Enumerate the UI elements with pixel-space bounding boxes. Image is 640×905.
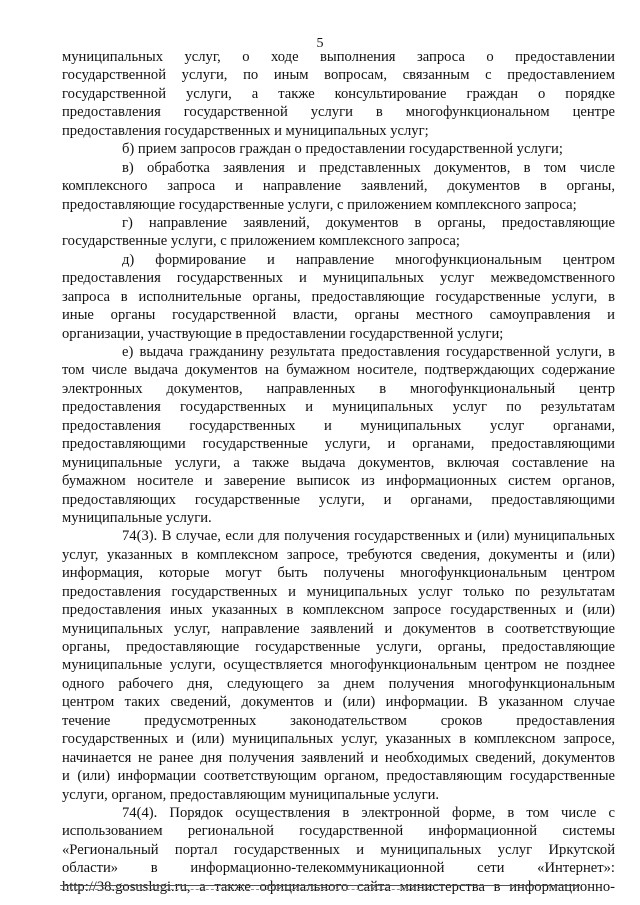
- text-line: д) формирование и направление многофункциональным центром: [122, 251, 615, 268]
- text-line: предоставления государственных и муниципальных услуг;: [62, 122, 429, 139]
- text-line: центром таких сведений, документов и (или) информации. В указанном случае: [62, 694, 615, 711]
- text-line: 74(4). Порядок осуществления в электронной форме, в том числе с: [122, 804, 615, 821]
- text-line: б) прием запросов граждан о предоставлении государственной услуги;: [122, 141, 563, 158]
- text-line: запроса в исполнительные органы, предоставляющие государственные услуги, в: [62, 288, 615, 305]
- text-line: е) выдача гражданину результата предоставления государственной услуги, в: [122, 344, 615, 360]
- text-line: иные органы государственной власти, органы местного самоуправления и: [62, 307, 615, 324]
- text-line: муниципальных услуг, о ходе выполнения запроса о предоставлении: [62, 49, 615, 65]
- text-line: электронных документов, направленных в многофункциональный центр: [62, 380, 615, 397]
- page-number: 5: [316, 36, 324, 51]
- text-line: и (или) информации соответствующим органом, предоставляющим государственные: [62, 768, 615, 785]
- text-line: органы, предоставляющие государственные услуги, органы, предоставляющие: [62, 639, 615, 655]
- text-line: в) обработка заявления и представленных документов, в том числе: [122, 159, 615, 176]
- text-line: государственные услуги, с приложением комплексного запроса;: [62, 233, 460, 250]
- page-bottom-rule: [60, 885, 580, 886]
- text-line: бумажном носителе и заверение выписок из информационных систем органов,: [62, 473, 615, 490]
- text-line: начинается не ранее дня получения заявлений и необходимых сведений, документов: [62, 749, 615, 766]
- text-line: использованием региональной государственной информационной системы: [62, 823, 615, 840]
- text-line: области» в информационно-телекоммуникационной сети «Интернет»:: [62, 860, 615, 877]
- text-line: муниципальные услуги.: [62, 509, 212, 526]
- text-line: информация, которые могут быть получены многофункциональным центром: [62, 565, 615, 582]
- text-line: услуг, указанных в комплексном запросе, требуются сведения, документы и (или): [62, 546, 615, 563]
- text-line: том числе выдача документов на бумажном носителе, подтверждающих содержание: [62, 362, 615, 379]
- text-line: предоставления государственных и муниципальных услуг межведомственного: [62, 270, 615, 287]
- text-line: 74(3). В случае, если для получения государственных и (или) муниципальных: [122, 528, 615, 545]
- text-line: муниципальные услуги, осуществляется многофункциональным центром не позднее: [62, 657, 615, 674]
- text-line: предоставления государственной услуги в многофункциональном центре: [62, 104, 615, 121]
- text-line: государственных и (или) муниципальных услуг, указанных в комплексном запросе,: [62, 731, 615, 748]
- text-line: одного рабочего дня, следующего за днем получения многофункциональным: [62, 675, 615, 692]
- text-line: предоставления иных указанных в комплексном запросе государственных и (или): [62, 602, 615, 619]
- text-line: организации, участвующие в предоставлении государственной услуги;: [62, 325, 504, 342]
- text-line: http://38.gosuslugi.ru, а также официального сайта министерства в информационно-: [62, 878, 615, 895]
- text-line: комплексного запроса и направление заявлений, документов в органы,: [62, 178, 615, 195]
- text-line: предоставления государственных и муниципальных услуг по результатам: [62, 399, 615, 416]
- text-line: предоставляющие государственные услуги, с приложением комплексного запроса;: [62, 196, 577, 213]
- text-line: муниципальных услуг, направление заявлений и документов в соответствующие: [62, 620, 615, 637]
- text-line: предоставления государственных и муниципальных услуг органами,: [62, 417, 615, 434]
- text-line: государственной услуги, по иным вопросам, связанным с предоставлением: [62, 67, 615, 84]
- text-line: предоставляющих государственные услуги, и органами, предоставляющими: [62, 491, 615, 508]
- text-line: государственной услуги, а также консультирование граждан о порядке: [62, 85, 615, 102]
- text-line: услуги, органом, предоставляющим муниципальные услуги.: [62, 786, 440, 803]
- text-line: муниципальные услуги, а также выдача документов, включая составление на: [62, 454, 615, 471]
- text-line: предоставляющими государственные услуги, и органами, предоставляющими: [62, 436, 615, 453]
- text-line: течение предусмотренных законодательством сроков предоставления: [62, 712, 615, 729]
- text-line: г) направление заявлений, документов в органы, предоставляющие: [122, 214, 615, 231]
- text-line: «Региональный портал государственных и муниципальных услуг Иркутской: [62, 841, 615, 858]
- document-body: [62, 48, 615, 896]
- page-bottom-artifact: [60, 889, 440, 890]
- text-line: предоставления государственных и муниципальных услуг только по результатам: [62, 583, 615, 600]
